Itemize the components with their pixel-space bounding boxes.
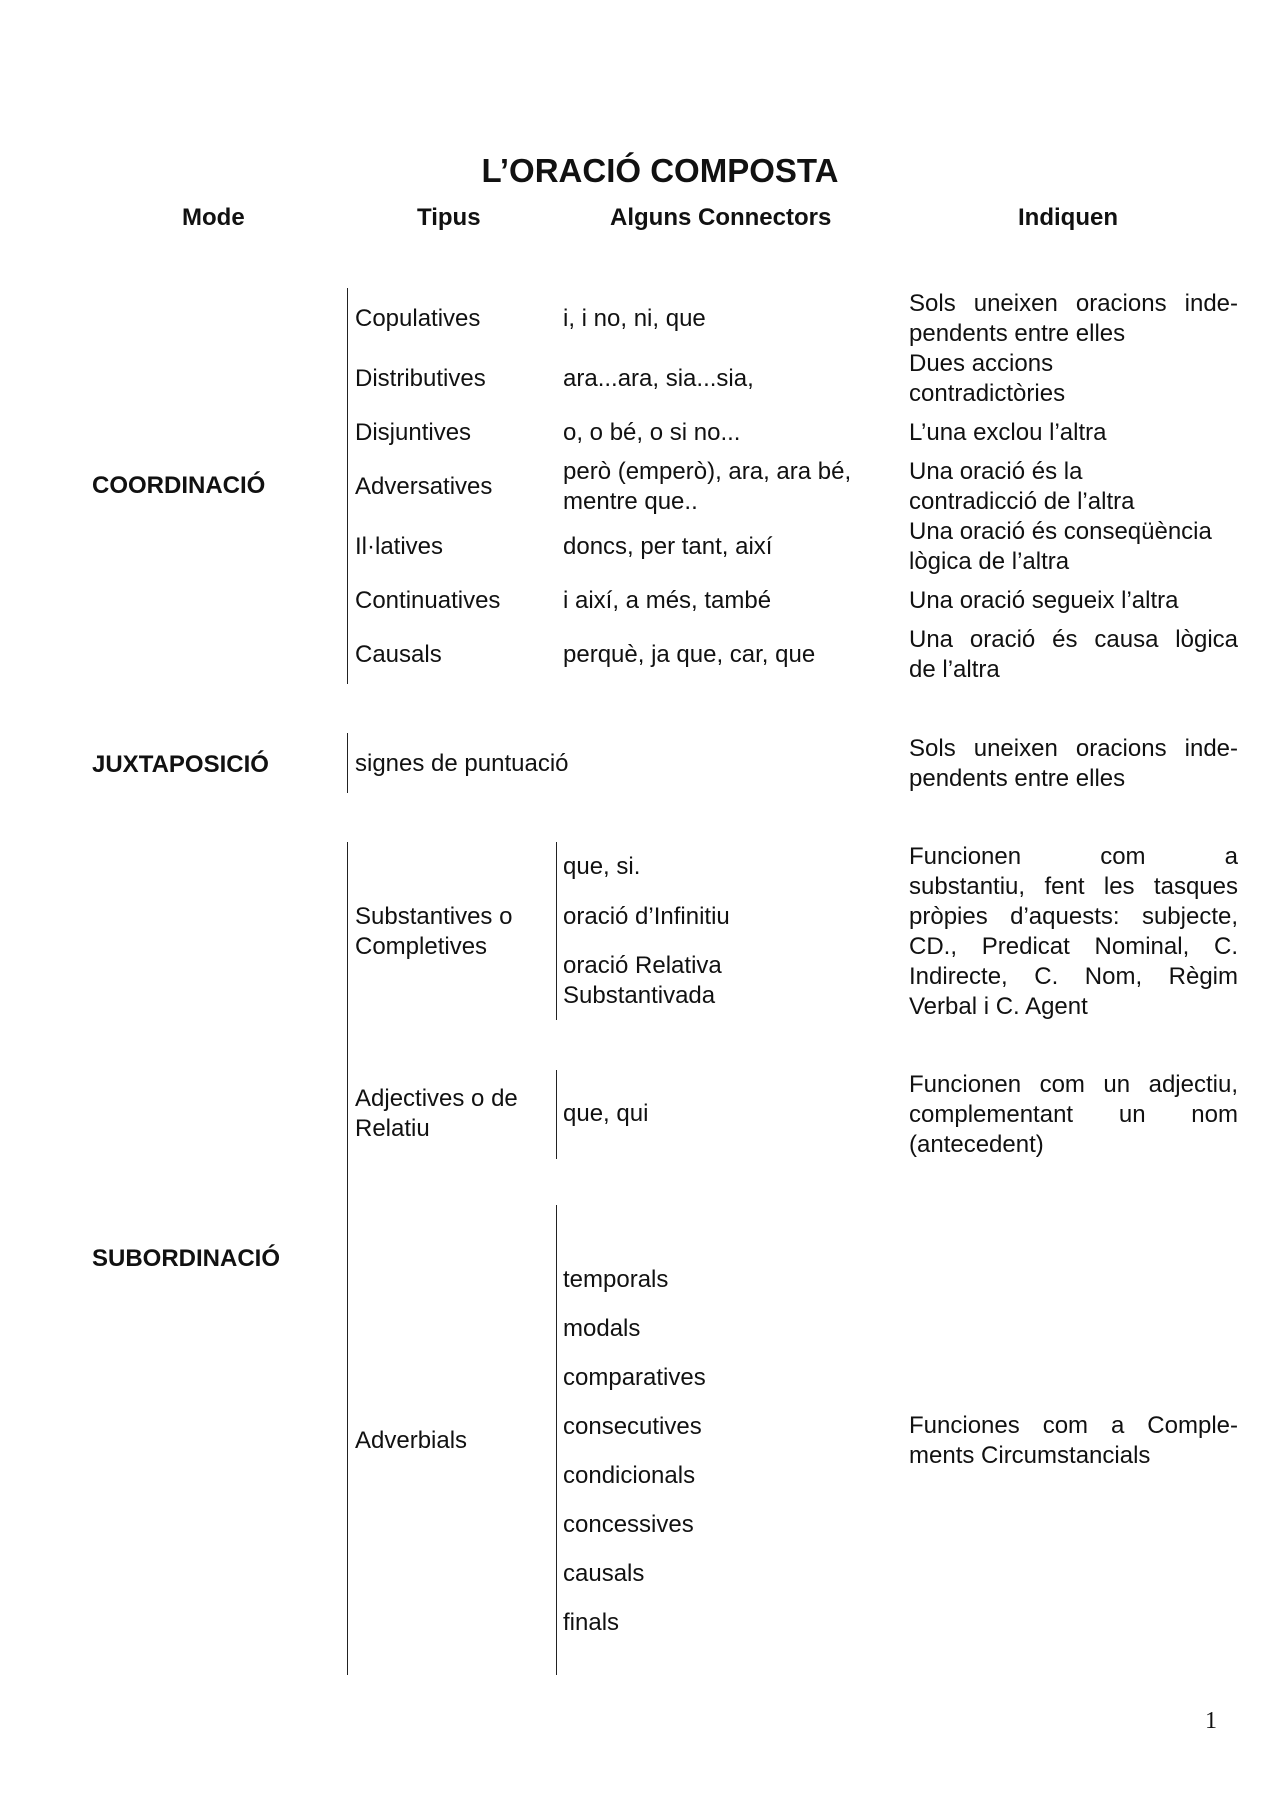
connectors-disjuntives: o, o bé, o si no... <box>563 419 741 446</box>
connectors-substantives-4: Substantivada <box>563 982 716 1009</box>
indiquen-adversatives-line2: contradicció de l’altra <box>909 488 1135 515</box>
connectors-distributives: ara...ara, sia...sia, <box>563 365 754 392</box>
adverbials-bracket-line <box>556 1205 557 1675</box>
header-mode: Mode <box>182 204 245 231</box>
connectors-continuatives: i així, a més, també <box>563 587 772 614</box>
indiquen-distributives-line1: Dues accions <box>909 350 1054 377</box>
mode-coordinacio: COORDINACIÓ <box>92 472 266 499</box>
indiquen-juxtaposicio-line1: Sols uneixen oracions inde- <box>909 735 1238 762</box>
indiquen-illatives-line2: lògica de l’altra <box>909 548 1070 575</box>
tipus-adjectives-line2: Relatiu <box>355 1115 430 1142</box>
indiquen-juxtaposicio-line2: pendents entre elles <box>909 765 1126 792</box>
page-title: L’ORACIÓ COMPOSTA <box>481 152 839 189</box>
juxtaposicio-bracket-line <box>347 733 348 793</box>
connector-adverbial-modals: modals <box>563 1315 641 1342</box>
tipus-disjuntives: Disjuntives <box>355 419 472 446</box>
indiquen-adjectives-line3: (antecedent) <box>909 1131 1044 1158</box>
connector-adverbial-temporals: temporals <box>563 1266 669 1293</box>
indiquen-continuatives: Una oració segueix l’altra <box>909 587 1179 614</box>
indiquen-causals-line1: Una oració és causa lògica <box>909 626 1238 653</box>
connectors-substantives-1: que, si. <box>563 853 641 880</box>
header-indiquen: Indiquen <box>1018 204 1118 231</box>
indiquen-substantives-line4: CD., Predicat Nominal, C. <box>909 933 1238 960</box>
connector-adverbial-consecutives: consecutives <box>563 1413 702 1440</box>
mode-subordinacio: SUBORDINACIÓ <box>92 1245 281 1272</box>
tipus-adversatives: Adversatives <box>355 473 493 500</box>
tipus-adverbials: Adverbials <box>355 1427 468 1454</box>
indiquen-causals-line2: de l’altra <box>909 656 1000 683</box>
connectors-substantives-2: oració d’Infinitiu <box>563 903 730 930</box>
header-tipus: Tipus <box>417 204 481 231</box>
indiquen-adverbials-line2: ments Circumstancials <box>909 1442 1151 1469</box>
page-number: 1 <box>1205 1708 1217 1734</box>
indiquen-disjuntives: L’una exclou l’altra <box>909 419 1107 446</box>
substantives-bracket-line <box>556 842 557 1020</box>
indiquen-distributives-line2: contradictòries <box>909 380 1066 407</box>
indiquen-substantives-line3: pròpies d’aquests: subjecte, <box>909 903 1238 930</box>
mode-juxtaposicio: JUXTAPOSICIÓ <box>92 751 269 778</box>
indiquen-copulatives-line2: pendents entre elles <box>909 320 1126 347</box>
tipus-copulatives: Copulatives <box>355 305 481 332</box>
indiquen-substantives-line6: Verbal i C. Agent <box>909 993 1088 1020</box>
indiquen-adjectives-line1: Funcionen com un adjectiu, <box>909 1071 1238 1098</box>
indiquen-illatives-line1: Una oració és conseqüència <box>909 518 1212 545</box>
connectors-adjectives: que, qui <box>563 1100 649 1127</box>
connectors-substantives-3: oració Relativa <box>563 952 722 979</box>
tipus-substantives-line2: Completives <box>355 933 488 960</box>
connectors-adversatives-line1: però (emperò), ara, ara bé, <box>563 458 852 485</box>
indiquen-substantives-line5: Indirecte, C. Nom, Règim <box>909 963 1238 990</box>
indiquen-substantives-line1: Funcionen com a <box>909 843 1238 870</box>
connector-adverbial-finals: finals <box>563 1609 620 1636</box>
connector-adverbial-comparatives: comparatives <box>563 1364 706 1391</box>
tipus-adjectives-line1: Adjectives o de <box>355 1085 518 1112</box>
indiquen-copulatives-line1: Sols uneixen oracions inde- <box>909 290 1238 317</box>
indiquen-substantives-line2: substantiu, fent les tasques <box>909 873 1238 900</box>
tipus-illatives: Il·latives <box>355 533 444 560</box>
indiquen-adjectives-line2: complementant un nom <box>909 1101 1238 1128</box>
subordinacio-bracket-line <box>347 842 348 1675</box>
connectors-copulatives: i, i no, ni, que <box>563 305 706 332</box>
tipus-distributives: Distributives <box>355 365 486 392</box>
indiquen-adversatives-line1: Una oració és la <box>909 458 1083 485</box>
connector-adverbial-causals: causals <box>563 1560 645 1587</box>
connectors-illatives: doncs, per tant, així <box>563 533 773 560</box>
header-connectors: Alguns Connectors <box>610 204 832 231</box>
indiquen-adverbials-line1: Funciones com a Comple- <box>909 1412 1238 1439</box>
connectors-adversatives-line2: mentre que.. <box>563 488 698 515</box>
tipus-continuatives: Continuatives <box>355 587 501 614</box>
tipus-causals: Causals <box>355 641 442 668</box>
connectors-juxtaposicio: signes de puntuació <box>355 750 569 777</box>
connectors-causals: perquè, ja que, car, que <box>563 641 816 668</box>
adjectives-bracket-line <box>556 1070 557 1159</box>
coordinacio-bracket-line <box>347 288 348 684</box>
connector-adverbial-concessives: concessives <box>563 1511 694 1538</box>
tipus-substantives-line1: Substantives o <box>355 903 513 930</box>
connector-adverbial-condicionals: condicionals <box>563 1462 696 1489</box>
